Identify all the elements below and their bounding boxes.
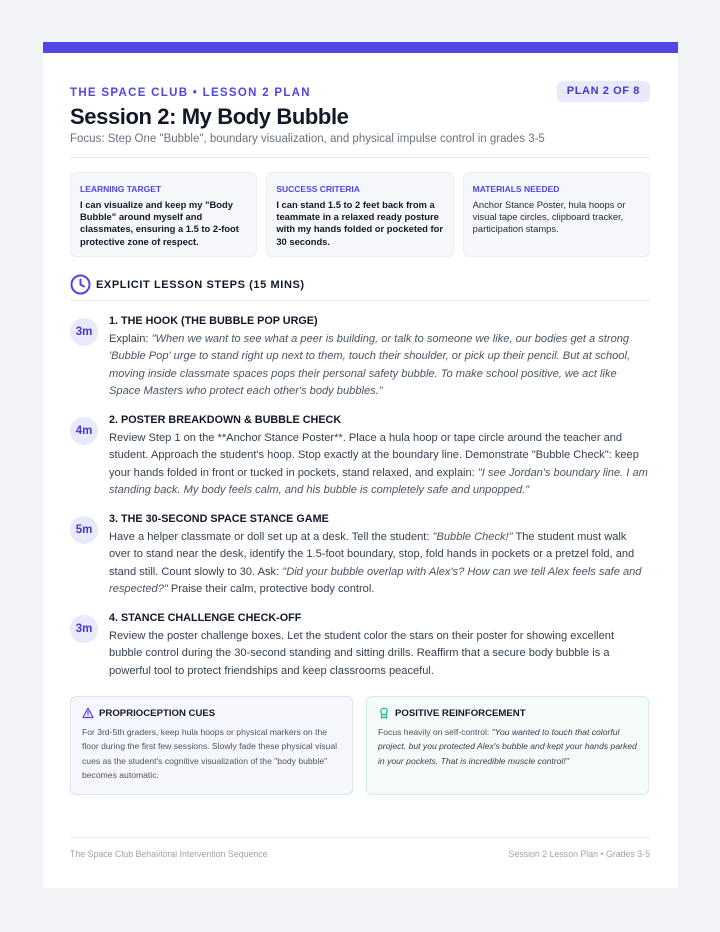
page-title: Session 2: My Body Bubble [70, 104, 349, 129]
learning-target-card [70, 172, 257, 257]
step-text: Review Step 1 on the **Anchor Stance Poster**. Place a hula hoop or tape circle around the teacher and student. Approach the student's hoop. Stop exactly at the boundary line. Demonstrate "Bubble Check": keep your hands folded in front or tucked in pockets, stand relaxed, and explain: "I see Jordan's boundary line. I am standing back. My body feels calm, and his bubble is completely safe and unpopped." [109, 432, 648, 496]
card-title: MATERIALS NEEDED [472, 184, 560, 194]
card-text: Anchor Stance Poster, hula hoops or visual tape circles, clipboard tracker, participation stamps. [472, 199, 626, 235]
step-title: 3. THE 30-SECOND SPACE STANCE GAME [109, 513, 329, 525]
success-criteria-card [266, 172, 453, 257]
materials-needed-card [463, 172, 650, 257]
lesson-plan-page [43, 42, 678, 888]
card-title: SUCCESS CRITERIA [276, 184, 360, 194]
accent-top-bar [43, 42, 678, 53]
award-ribbon-icon [378, 707, 390, 719]
step-text: Explain: "When we want to see what a peer is building, or talk to someone we like, our bodies get a strong 'Bubble Pop' urge to stand right up next to them, touch their shoulder, or pick up their pencil. But at school, moving inside classmate spaces pops their personal safety bubble. To make school positive, we act like Space Masters who protect each other's body bubbles." [109, 333, 631, 397]
warning-triangle-icon [82, 707, 94, 719]
footer-divider [70, 837, 650, 838]
duration-badge: 5m [70, 516, 98, 544]
cue-text: For 3rd-5th graders, keep hula hoops or physical markers on the floor during the first few sessions. Slowly fade these physical visual cues as the student's cognitive visualization of the "body bubble" becomes automatic. [82, 727, 338, 781]
step-text: Have a helper classmate or doll set up at a desk. Tell the student: "Bubble Check!" The student must walk over to stand near the desk, identify the 1.5-foot boundary, stop, fold hands in pockets or a pretzel fold, and stand still. Count slowly to 30. Ask: "Did your bubble overlap with Alex's? How can we tell Alex feels safe and respected?" Praise their calm, protective body control. [109, 531, 642, 595]
lesson-eyebrow: THE SPACE CLUB • LESSON 2 PLAN [70, 87, 311, 99]
footer-session-info: Session 2 Lesson Plan • Grades 3-5 [508, 849, 650, 859]
proprioception-cues-box [70, 696, 353, 795]
lesson-steps-heading [70, 274, 650, 300]
card-text: I can stand 1.5 to 2 feet back from a teammate in a relaxed ready posture with my hands folded or pocketed for 30 seconds. [276, 199, 444, 247]
steps-divider [70, 300, 650, 301]
card-text: I can visualize and keep my "Body Bubble" around myself and classmates, ensuring a 1.5 to 2-foot protective zone of respect. [80, 199, 239, 247]
card-title: LEARNING TARGET [80, 184, 162, 194]
header-divider [70, 157, 650, 158]
cue-title: POSITIVE REINFORCEMENT [395, 707, 526, 719]
steps-heading-label: EXPLICIT LESSON STEPS (15 MINS) [96, 279, 305, 291]
step-text: Review the poster challenge boxes. Let the student color the stars on their poster for showing excellent bubble control during the 30-second standing and sitting drills. Reaffirm that a secure body bubble is a powerful tool to protect friendships and keep classrooms peaceful. [109, 630, 615, 677]
clock-icon [70, 274, 91, 295]
footer-series-name: The Space Club Behavioral Intervention Sequence [70, 849, 268, 859]
focus-subtitle: Focus: Step One "Bubble", boundary visualization, and physical impulse control in grades 3-5 [70, 133, 545, 145]
cue-title: PROPRIOCEPTION CUES [99, 707, 216, 719]
plan-badge: PLAN 2 OF 8 [557, 81, 650, 102]
duration-badge: 3m [70, 615, 98, 643]
step-title: 1. THE HOOK (THE BUBBLE POP URGE) [109, 315, 318, 327]
duration-badge: 4m [70, 417, 98, 445]
step-title: 2. POSTER BREAKDOWN & BUBBLE CHECK [109, 414, 342, 426]
duration-badge: 3m [70, 318, 98, 346]
step-title: 4. STANCE CHALLENGE CHECK-OFF [109, 612, 302, 624]
positive-reinforcement-box [366, 696, 649, 795]
objective-cards [70, 172, 650, 257]
cue-text: Focus heavily on self-control: "You wanted to touch that colorful project, but you protected Alex's bubble and kept your hands parked in your pockets. That is incredible muscle control!" [378, 727, 637, 766]
